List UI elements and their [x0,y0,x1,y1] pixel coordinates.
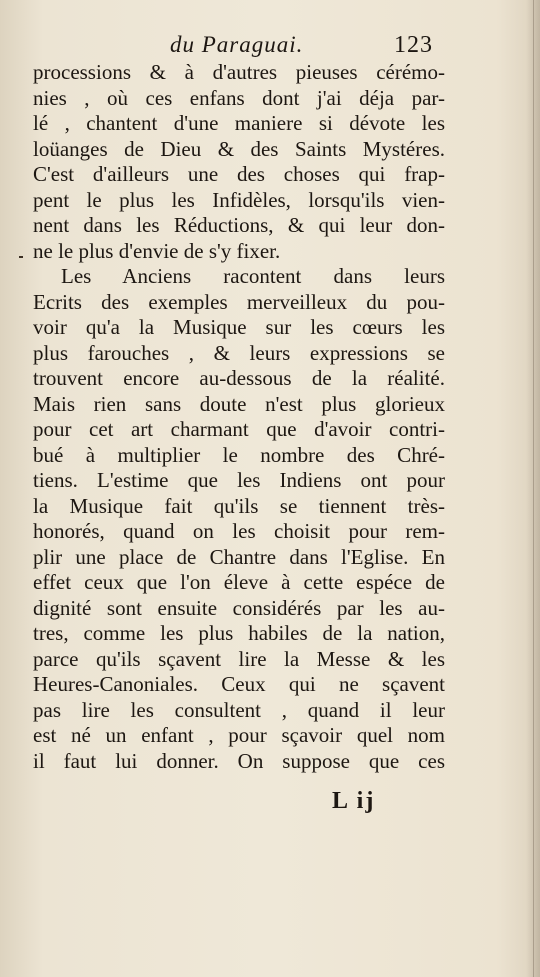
text-line: la Musique fait qu'ils se tiennent très- [33,493,445,518]
text-line: loüanges de Dieu & des Saints Mystéres. [33,136,445,161]
text-line: il faut lui donner. On suppose que ces [33,748,445,773]
text-line: bué à multiplier le nombre des Chré- [33,442,445,467]
text-line: dignité sont ensuite considérés par les au- [33,595,445,620]
text-line: ne le plus d'envie de s'y fixer. [33,238,281,263]
text-line: Ecrits des exemples merveilleux du pou- [33,289,445,314]
text-line: processions & à d'autres pieuses cérémo- [33,60,445,84]
text-line: effet ceux que l'on éleve à cette espéce de [33,570,445,594]
text-line: pas lire les consultent , quand il leur [33,697,445,722]
text-line: parce qu'ils sçavent lire la Messe & les [33,646,445,671]
text-line: Les Anciens racontent dans leurs [61,264,445,288]
text-line: est né un enfant , pour sçavoir quel nom [33,723,445,747]
running-title: du Paraguai. [170,32,304,57]
text-line: plir une place de Chantre dans l'Eglise. En [33,544,445,569]
page-number: 123 [394,32,433,58]
text-line: nent dans les Réductions, & qui leur don- [33,213,445,237]
text-line: pent le plus les Infidèles, lorsqu'ils vien- [33,187,445,212]
text-line: pour cet art charmant que d'avoir contri- [33,417,445,441]
text-line: Heures-Canoniales. Ceux qui ne sçavent [33,672,445,696]
text-line: nies , où ces enfans dont j'ai déja par- [33,85,445,110]
body-text [33,60,445,774]
page-edge-line [533,0,534,977]
text-line: honorés, quand on les choisit pour rem- [33,519,445,543]
margin-mark [19,256,23,258]
text-line: Mais rien sans doute n'est plus glorieux [33,391,445,416]
text-line: tiens. L'estime que les Indiens ont pour [33,468,445,492]
text-line: lé , chantent d'une maniere si dévote les [33,111,445,135]
text-line: voir qu'a la Musique sur les cœurs les [33,315,445,339]
text-line: C'est d'ailleurs une des choses qui frap- [33,162,445,186]
text-line: trouvent encore au-dessous de la réalité. [33,366,445,390]
text-line: tres, comme les plus habiles de la nation, [33,621,445,645]
signature-mark: L ij [332,788,376,814]
text-line: plus farouches , & leurs expressions se [33,340,445,365]
